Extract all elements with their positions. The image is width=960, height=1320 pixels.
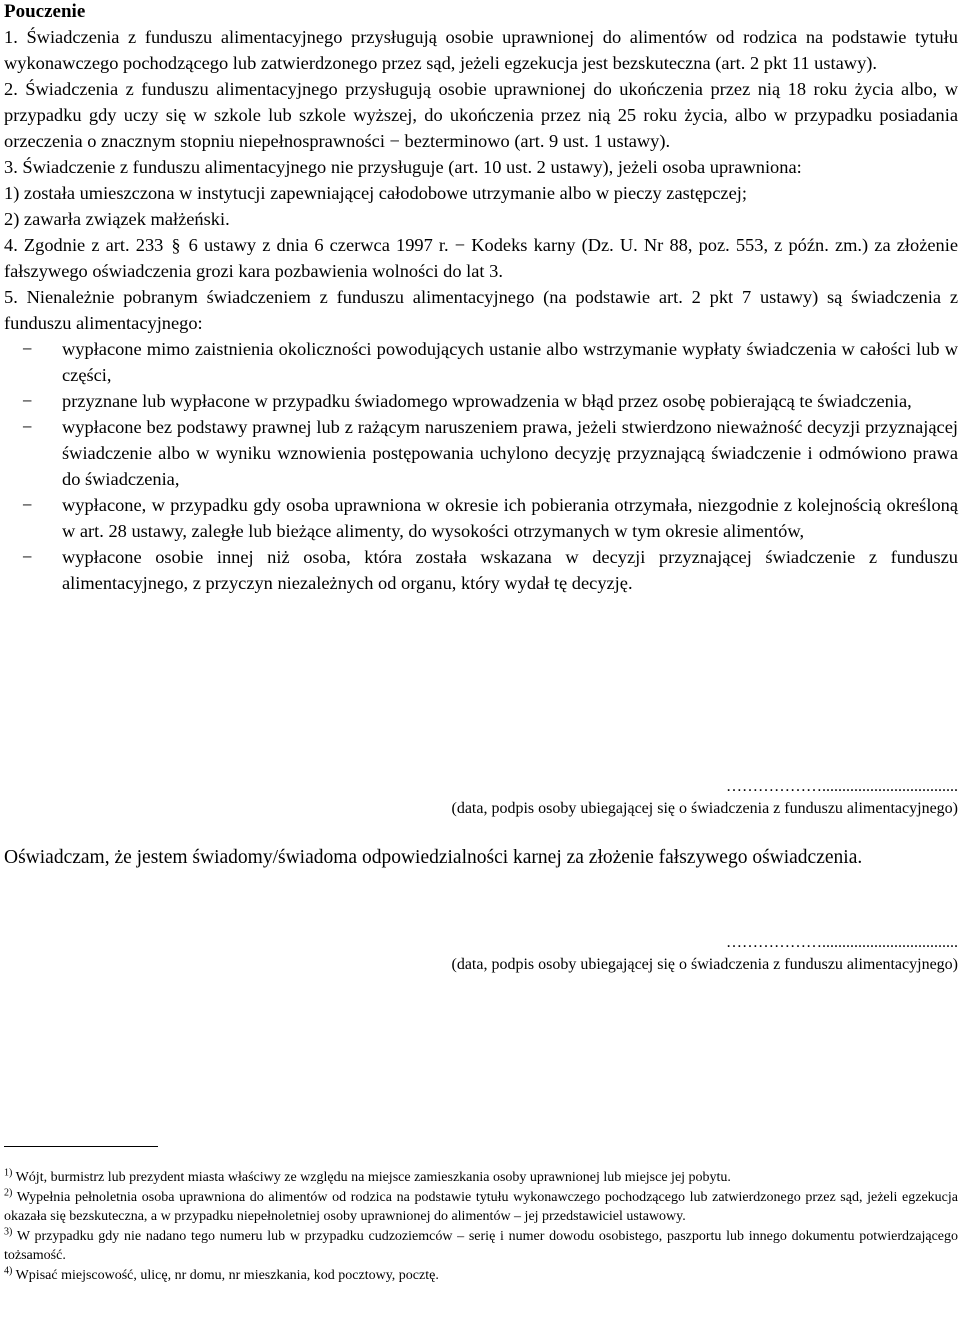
paragraph-2: 2. Świadczenia z funduszu alimentacyjnego przysługują osobie uprawnionej do ukończenia przez nią 18 roku życia albo, w przypadku gdy uczy się w szkole lub szkole wyższej, do ukończenia przez nią 25 roku życia, albo w przypadku posiadania orzeczenia o znacznym stopniu niepełnosprawności − bezterminowo (art. 9 ust. 1 ustawy). bbox=[4, 79, 958, 151]
footnote-mark: 1) bbox=[4, 1167, 13, 1179]
overpayment-list bbox=[4, 336, 958, 596]
paragraph-4 bbox=[4, 232, 958, 284]
dash-icon: − bbox=[22, 391, 33, 411]
paragraph-3-item-1: 1) została umieszczona w instytucji zapewniającej całodobowe utrzymanie albo w pieczy zastępczej; bbox=[4, 183, 747, 203]
paragraph-4-start: 4. Zgodnie z art. 233 bbox=[4, 235, 164, 255]
instructions-body bbox=[4, 24, 958, 596]
paragraph-3-item-2: 2) zawarła związek małżeński. bbox=[4, 209, 230, 229]
signature-line-2[interactable]: ……………….................................. bbox=[726, 934, 958, 951]
footnote-4: $^{4)}$ Wpisać miejscowość, ulicę, nr domu, nr mieszkania, kod pocztowy, pocztę. bbox=[4, 1264, 439, 1283]
paragraph-5: 5. Nienależnie pobranym świadczeniem z funduszu alimentacyjnego (na podstawie art. 2 pkt 7 ustawy) są świadczenia z funduszu alimentacyjnego: bbox=[4, 287, 958, 333]
signature-line-1[interactable]: ……………….................................. bbox=[726, 778, 958, 795]
footnote-divider bbox=[4, 1146, 158, 1147]
list-item: − wypłacone, w przypadku gdy osoba uprawniona w okresie ich pobierania otrzymała, niezgodnie z kolejnością określoną w art. 28 ustawy, zaległe lub bieżące alimenty, do wysokości otrzymanych w tym okresie alimentów, bbox=[4, 492, 958, 544]
dash-icon: − bbox=[22, 495, 33, 515]
signature-block-2 bbox=[452, 932, 959, 976]
footnotes bbox=[4, 1168, 958, 1285]
footnote-mark: 2) bbox=[4, 1186, 13, 1198]
heading-pouczenie: Pouczenie bbox=[4, 1, 86, 22]
list-item: − wypłacone bez podstawy prawnej lub z rażącym naruszeniem prawa, jeżeli stwierdzono nieważność decyzji przyznającej świadczenie albo w wyniku wznowienia postępowania uchylono decyzję przyznającą świadczenie i odmówiono prawa do świadczenia, bbox=[4, 414, 958, 492]
paragraph-1: 1. Świadczenia z funduszu alimentacyjnego przysługują osobie uprawnionej do alimentów od rodzica na podstawie tytułu wykonawczego pochodzącego lub zatwierdzonego przez sąd, jeżeli egzekucja jest bezskuteczna (art. 2 pkt 11 ustawy). bbox=[4, 27, 958, 73]
signature-caption-1: (data, podpis osoby ubiegającej się o świadczenia z funduszu alimentacyjnego) bbox=[451, 800, 958, 817]
signature-caption-2: (data, podpis osoby ubiegającej się o świadczenia z funduszu alimentacyjnego) bbox=[451, 956, 958, 973]
dash-icon: − bbox=[22, 547, 33, 567]
dash-icon: − bbox=[22, 339, 33, 359]
signature-block-1 bbox=[452, 776, 959, 820]
list-item: − wypłacone osobie innej niż osoba, która została wskazana w decyzji przyznającej świadczenie z funduszu alimentacyjnego, z przyczyn niezależnych od organu, który wydał tę decyzję. bbox=[4, 544, 958, 596]
dash-icon: − bbox=[22, 417, 33, 437]
footnote-2: $^{2)}$ Wypełnia pełnoletnia osoba uprawniona do alimentów od rodzica na podstawie tytułu wykonawczego pochodzącego lub zatwierdzonego przez sąd, jeżeli egzekucja okazała się bezskuteczna, a w przypadku niepełnoletniej osoby uprawnionej do alimentów – jej przedstawiciel ustawowy. bbox=[4, 1186, 958, 1224]
footnote-mark: 3) bbox=[4, 1225, 13, 1237]
paragraph-4-rest: 6 ustawy z dnia 6 czerwca 1997 r. − Kodeks karny (Dz. U. Nr 88, poz. 553, z późn. zm.) za złożenie fałszywego oświadczenia grozi kara pozbawienia wolności do lat 3. bbox=[4, 235, 958, 281]
list-item: − wypłacone mimo zaistnienia okoliczności powodujących ustanie albo wstrzymanie wypłaty świadczenia w całości lub w części, bbox=[4, 336, 958, 388]
section-sign-icon: § bbox=[171, 235, 181, 255]
statement-paragraph: Oświadczam, że jestem świadomy/świadoma odpowiedzialności karnej za złożenie fałszywego oświadczenia. bbox=[4, 847, 863, 868]
footnote-3: $^{3)}$ W przypadku gdy nie nadano tego numeru lub w przypadku cudzoziemców – serię i numer dowodu osobistego, paszportu lub innego dokumentu potwierdzającego tożsamość. bbox=[4, 1225, 958, 1263]
paragraph-3: 3. Świadczenie z funduszu alimentacyjnego nie przysługuje (art. 10 ust. 2 ustawy), jeżeli osoba uprawniona: bbox=[4, 157, 802, 177]
list-item: − przyznane lub wypłacone w przypadku świadomego wprowadzenia w błąd przez osobę pobierającą te świadczenia, bbox=[4, 388, 958, 414]
footnote-mark: 4) bbox=[4, 1264, 13, 1276]
footnote-1: $^{1)}$ Wójt, burmistrz lub prezydent miasta właściwy ze względu na miejsce zamieszkania osoby uprawnionej lub miejsce jej pobytu. bbox=[4, 1167, 731, 1185]
